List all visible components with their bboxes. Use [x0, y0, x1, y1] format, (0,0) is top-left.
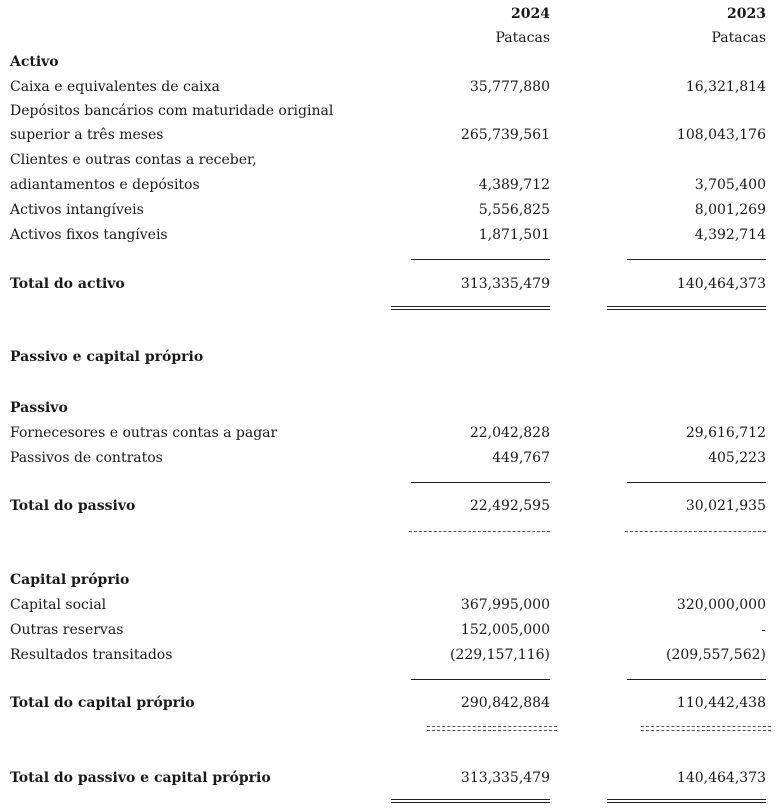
retained-earnings-label: Resultados transitados: [10, 647, 173, 663]
total-equity-row: [0, 692, 781, 714]
share-capital-2023-value: 320,000,000: [676, 597, 766, 613]
deposits-label-line1: Depósitos bancários com maturidade original: [10, 103, 334, 119]
deposits-row: [0, 124, 781, 146]
share-capital-label: Capital social: [10, 597, 107, 613]
year-2024-header: 2024: [511, 6, 550, 22]
fixed-assets-row: [0, 224, 781, 246]
total-assets-row: [0, 273, 781, 295]
receivables-label-line2: adiantamentos e depósitos: [10, 177, 200, 193]
deposits-2023-value: 108,043,176: [676, 127, 766, 143]
total-liabilities-dashed-rule-2024: [409, 531, 550, 532]
payables-2023-value: 29,616,712: [685, 425, 766, 441]
equity-subtotal-rule-2023: [627, 679, 766, 680]
total-equity-2024-value: 290,842,884: [460, 695, 550, 711]
equity-subtotal-rule-2024: [411, 679, 550, 680]
equity-section-title-row: [0, 569, 781, 591]
liabilities-subtotal-rule-2024: [411, 482, 550, 483]
grand-total-row: [0, 767, 781, 789]
total-assets-2023-value: 140,464,373: [676, 276, 766, 292]
fixed-assets-2023-value: 4,392,714: [694, 227, 766, 243]
other-reserves-2024-value: 152,005,000: [460, 622, 550, 638]
grand-total-double-rule-2023: [607, 799, 766, 803]
total-equity-double-dashed-rule-2023: [641, 726, 771, 731]
year-2023-header: 2023: [727, 6, 766, 22]
deposits-2024-value: 265,739,561: [460, 127, 550, 143]
total-liabilities-row: [0, 495, 781, 517]
fixed-assets-2024-value: 1,871,501: [478, 227, 550, 243]
cash-2023-value: 16,321,814: [685, 79, 766, 95]
liabilities-equity-title: Passivo e capital próprio: [10, 349, 204, 365]
currency-2024-header: Patacas: [495, 30, 550, 46]
total-assets-2024-value: 313,335,479: [460, 276, 550, 292]
assets-subtotal-rule-2024: [411, 259, 550, 260]
equity-section-title: Capital próprio: [10, 572, 130, 588]
intangible-2024-value: 5,556,825: [478, 202, 550, 218]
receivables-2023-value: 3,705,400: [694, 177, 766, 193]
liabilities-section-title: Passivo: [10, 400, 68, 416]
cash-label: Caixa e equivalentes de caixa: [10, 79, 220, 95]
grand-total-2024-value: 313,335,479: [460, 770, 550, 786]
assets-section-title-row: [0, 51, 781, 73]
receivables-2024-value: 4,389,712: [478, 177, 550, 193]
cash-row: [0, 76, 781, 98]
retained-earnings-2024-value: (229,157,116): [450, 647, 550, 663]
grand-total-double-rule-2024: [391, 799, 550, 803]
total-liabilities-2023-value: 30,021,935: [685, 498, 766, 514]
payables-2024-value: 22,042,828: [469, 425, 550, 441]
deposits-label-line2: superior a três meses: [10, 127, 164, 143]
liabilities-equity-title-row: [0, 346, 781, 368]
liabilities-subtotal-rule-2023: [627, 482, 766, 483]
assets-subtotal-rule-2023: [627, 259, 766, 260]
total-liabilities-2024-value: 22,492,595: [469, 498, 550, 514]
cash-2024-value: 35,777,880: [469, 79, 550, 95]
total-equity-2023-value: 110,442,438: [676, 695, 766, 711]
total-liabilities-label: Total do passivo: [10, 498, 136, 514]
intangible-label: Activos intangíveis: [10, 202, 144, 218]
grand-total-2023-value: 140,464,373: [676, 770, 766, 786]
total-assets-double-rule-2023: [607, 306, 766, 310]
deposits-label-row: [0, 100, 781, 122]
total-assets-label: Total do activo: [10, 276, 125, 292]
total-liabilities-dashed-rule-2023: [625, 531, 766, 532]
other-reserves-label: Outras reservas: [10, 622, 124, 638]
contract-liabilities-row: [0, 447, 781, 469]
payables-row: [0, 422, 781, 444]
intangible-2023-value: 8,001,269: [694, 202, 766, 218]
share-capital-row: [0, 594, 781, 616]
contract-liabilities-2024-value: 449,767: [492, 450, 550, 466]
retained-earnings-2023-value: (209,557,562): [666, 647, 766, 663]
grand-total-label: Total do passivo e capital próprio: [10, 770, 271, 786]
payables-label: Fornecesores e outras contas a pagar: [10, 425, 278, 441]
contract-liabilities-label: Passivos de contratos: [10, 450, 163, 466]
receivables-row: [0, 174, 781, 196]
total-equity-label: Total do capital próprio: [10, 695, 195, 711]
header-currency-row: [0, 27, 781, 49]
intangible-row: [0, 199, 781, 221]
liabilities-section-title-row: [0, 397, 781, 419]
contract-liabilities-2023-value: 405,223: [708, 450, 766, 466]
share-capital-2024-value: 367,995,000: [460, 597, 550, 613]
fixed-assets-label: Activos fixos tangíveis: [10, 227, 168, 243]
total-assets-double-rule-2024: [391, 306, 550, 310]
total-equity-double-dashed-rule-2024: [427, 726, 557, 731]
assets-section-title: Activo: [10, 54, 59, 70]
retained-earnings-row: [0, 644, 781, 666]
currency-2023-header: Patacas: [711, 30, 766, 46]
other-reserves-row: [0, 619, 781, 641]
receivables-label-row: [0, 149, 781, 171]
other-reserves-2023-value: -: [761, 622, 766, 638]
receivables-label-line1: Clientes e outras contas a receber,: [10, 152, 257, 168]
header-years-row: [0, 3, 781, 25]
